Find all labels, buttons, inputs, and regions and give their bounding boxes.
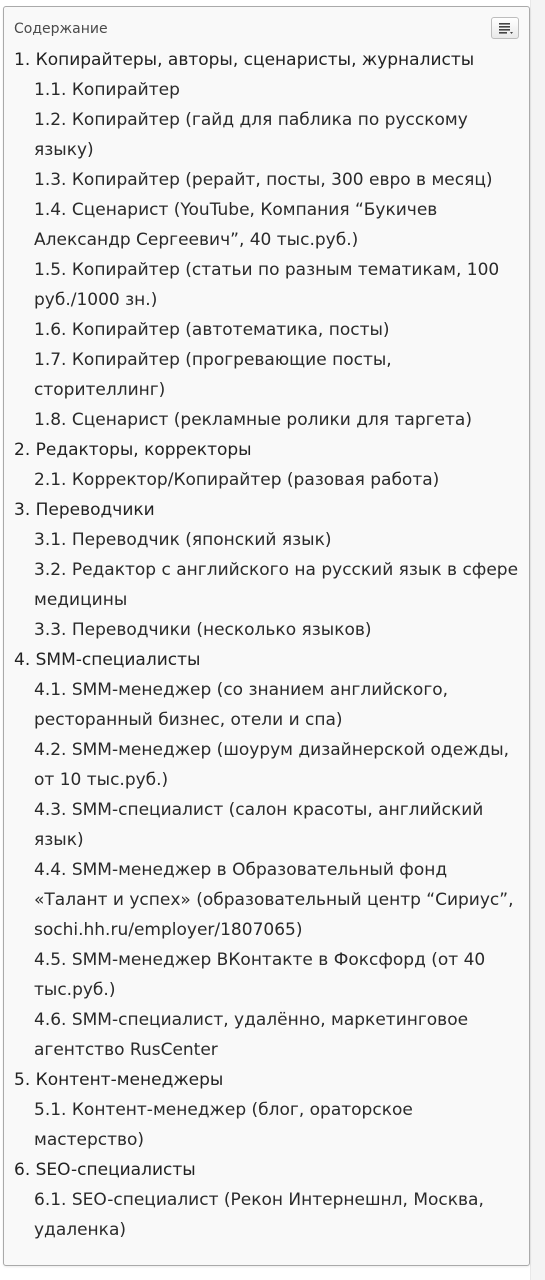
toc-subsection-link[interactable]: 1.6. Копирайтер (автотематика, посты) — [34, 320, 390, 340]
toc-subsection-link[interactable]: 1.7. Копирайтер (прогревающие посты, сторителлинг) — [34, 350, 392, 400]
toc-subsection-link[interactable]: 4.6. SMM-специалист, удалённо, маркетинговое агентство RusCenter — [34, 1010, 469, 1060]
toc-subsection-link[interactable]: 3.2. Редактор с английского на русский язык в сфере медицины — [34, 560, 519, 610]
toc-section-link[interactable]: 5. Контент-менеджеры — [14, 1070, 224, 1090]
toc-subsection-link[interactable]: 4.4. SMM-менеджер в Образовательный фонд «Талант и успех» (образовательный центр “Сириус”, sochi.hh.ru/employer/1807065) — [34, 860, 514, 940]
toc-subsection-link[interactable]: 3.3. Переводчики (несколько языков) — [34, 620, 372, 640]
toc-subsection-link[interactable]: 5.1. Контент-менеджер (блог, ораторское мастерство) — [34, 1100, 413, 1150]
toc-subsection-link[interactable]: 6.1. SEO-специалист (Рекон Интернешнл, Москва, удаленка) — [34, 1190, 484, 1240]
toc-subsection-link[interactable]: 1.1. Копирайтер — [34, 80, 180, 100]
page-scrollbar-strip — [530, 0, 545, 1280]
table-of-contents — [3, 6, 530, 1266]
toc-section-link[interactable]: 2. Редакторы, корректоры — [14, 440, 252, 460]
toc-subsection-link[interactable]: 1.2. Копирайтер (гайд для паблика по русскому языку) — [34, 110, 468, 160]
toc-subsection-link[interactable]: 1.8. Сценарист (рекламные ролики для таргета) — [34, 410, 472, 430]
toc-subsection-link[interactable]: 1.4. Сценарист (YouTube, Компания “Букичев Александр Сергеевич”, 40 тыс.руб.) — [34, 200, 438, 250]
toc-section-link[interactable]: 4. SMM-специалисты — [14, 650, 201, 670]
toc-subsection-link[interactable]: 4.5. SMM-менеджер ВКонтакте в Фоксфорд (от 40 тыс.руб.) — [34, 950, 486, 1000]
toc-title: Содержание — [14, 21, 108, 37]
toc-subsection-link[interactable]: 4.3. SMM-специалист (салон красоты, английский язык) — [34, 800, 484, 850]
toc-list — [14, 45, 522, 1245]
list-toggle-icon — [499, 23, 513, 34]
toc-section-link[interactable]: 3. Переводчики — [14, 500, 155, 520]
toc-section-link[interactable]: 1. Копирайтеры, авторы, сценаристы, журналисты — [14, 50, 475, 70]
toc-subsection-link[interactable]: 4.1. SMM-менеджер (со знанием английского, ресторанный бизнес, отели и спа) — [34, 680, 449, 730]
toc-subsection-link[interactable]: 2.1. Корректор/Копирайтер (разовая работа) — [34, 470, 440, 490]
toc-section-link[interactable]: 6. SEO-специалисты — [14, 1160, 196, 1180]
toc-toggle-button[interactable] — [491, 17, 519, 39]
toc-subsection-link[interactable]: 3.1. Переводчик (японский язык) — [34, 530, 332, 550]
toc-subsection-link[interactable]: 1.3. Копирайтер (рерайт, посты, 300 евро в месяц) — [34, 170, 493, 190]
toc-subsection-link[interactable]: 1.5. Копирайтер (статьи по разным тематикам, 100 руб./1000 зн.) — [34, 260, 500, 310]
toc-subsection-link[interactable]: 4.2. SMM-менеджер (шоурум дизайнерской одежды, от 10 тыс.руб.) — [34, 740, 510, 790]
